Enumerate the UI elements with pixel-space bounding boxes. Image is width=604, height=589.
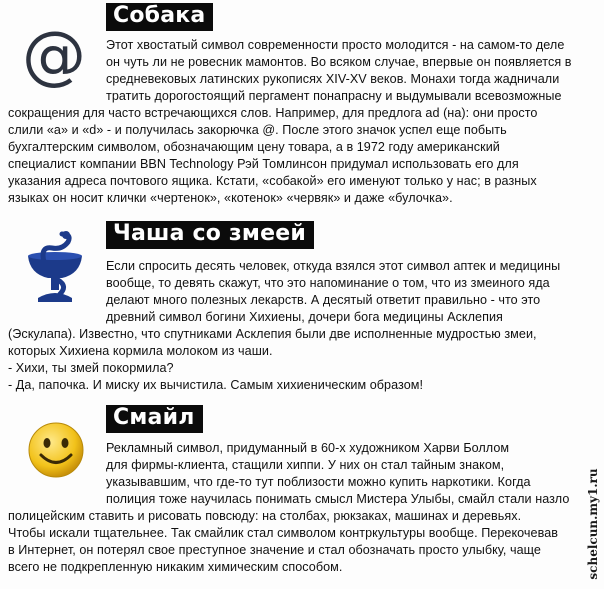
at-sign-icon	[22, 24, 86, 88]
section-title: Чаша со змеей	[106, 221, 314, 249]
text-line: специалист компании BBN Technology Рэй Томлинсон придумал использовать его для	[8, 157, 519, 171]
text-line: тратить дорогостоящий пергамент понапрасну и выдумывали всевозможные	[106, 89, 562, 103]
text-line: полиция тоже научилась понимать смысл Мистера Улыбы, смайл стали назло	[106, 492, 570, 506]
watermark-text: schelcun.my1.ru	[586, 468, 600, 580]
text-line: сокращения для часто встречающихся слов. Например, для предлога ad (на): они просто	[8, 106, 538, 120]
svg-text:@: @	[22, 24, 86, 88]
text-line: - Хихи, ты змей покормила?	[8, 361, 174, 375]
text-line: вообще, то девять скажут, что это напоминание о том, что из змеиного яда	[106, 276, 550, 290]
text-line: указывавшим, что где-то тут поблизости можно купить наркотики. Когда	[106, 475, 531, 489]
smiley-face-icon	[26, 420, 86, 480]
section-title: Собака	[106, 3, 213, 31]
section-smiley	[0, 402, 604, 589]
text-line: Этот хвостатый символ современности просто молодится - на самом-то деле	[106, 38, 565, 52]
text-line: слили «a» и «d» - и получилась закорючка @. После этого значок успел еще побыть	[8, 123, 507, 137]
bowl-of-hygieia-icon	[22, 228, 88, 306]
section-bowl	[0, 218, 604, 398]
section-title: Смайл	[106, 405, 203, 433]
watermark	[584, 459, 602, 589]
text-line: бухгалтерским символом, обозначающим цену товара, а в 1972 году американский	[8, 140, 500, 154]
text-line: в Интернет, он потерял свое преступное значение и стал обозначать просто улыбку, чаще	[8, 543, 541, 557]
text-line: (Эскулапа). Известно, что спутниками Асклепия были две исполненные мудростью змеи,	[8, 327, 537, 341]
text-line: Рекламный символ, придуманный в 60-х художником Харви Боллом	[106, 441, 510, 455]
text-line: делают много полезных лекарств. А десятый ответит правильно - что это	[106, 293, 541, 307]
section-dog	[0, 0, 604, 215]
text-line: языках он носит клички «чертенок», «котенок» «червяк» и даже «булочка».	[8, 191, 453, 205]
text-line: древний символ богини Хихиены, дочери бога медицины Асклепия	[106, 310, 503, 324]
text-line: Если спросить десять человек, откуда взялся этот символ аптек и медицины	[106, 259, 561, 273]
text-line: - Да, папочка. И миску их вычистила. Самым хихиеническим образом!	[8, 378, 424, 392]
text-line: он чуть ли не ровесник мамонтов. Во всяком случае, впервые он появляется в	[106, 55, 572, 69]
text-line: полицейским ставить и рисовать повсюду: на столбах, рюкзаках, машинах и деревьях.	[8, 509, 522, 523]
text-line: для фирмы-клиента, стащили хиппи. У них он стал тайным знаком,	[106, 458, 505, 472]
text-line: всего не подкрепленную никаким химическим способом.	[8, 560, 343, 574]
text-line: которых Хихиена кормила молоком из чаши.	[8, 344, 273, 358]
text-line: Чтобы искали тщательнее. Так смайлик стал символом контркультуры вообще. Перекочевав	[8, 526, 558, 540]
text-line: средневековых латинских рукописях XIV-XV веков. Монахи тогда жадничали	[106, 72, 560, 86]
text-line: указания адреса почтового ящика. Кстати, «собакой» его именуют только у нас; в разных	[8, 174, 537, 188]
